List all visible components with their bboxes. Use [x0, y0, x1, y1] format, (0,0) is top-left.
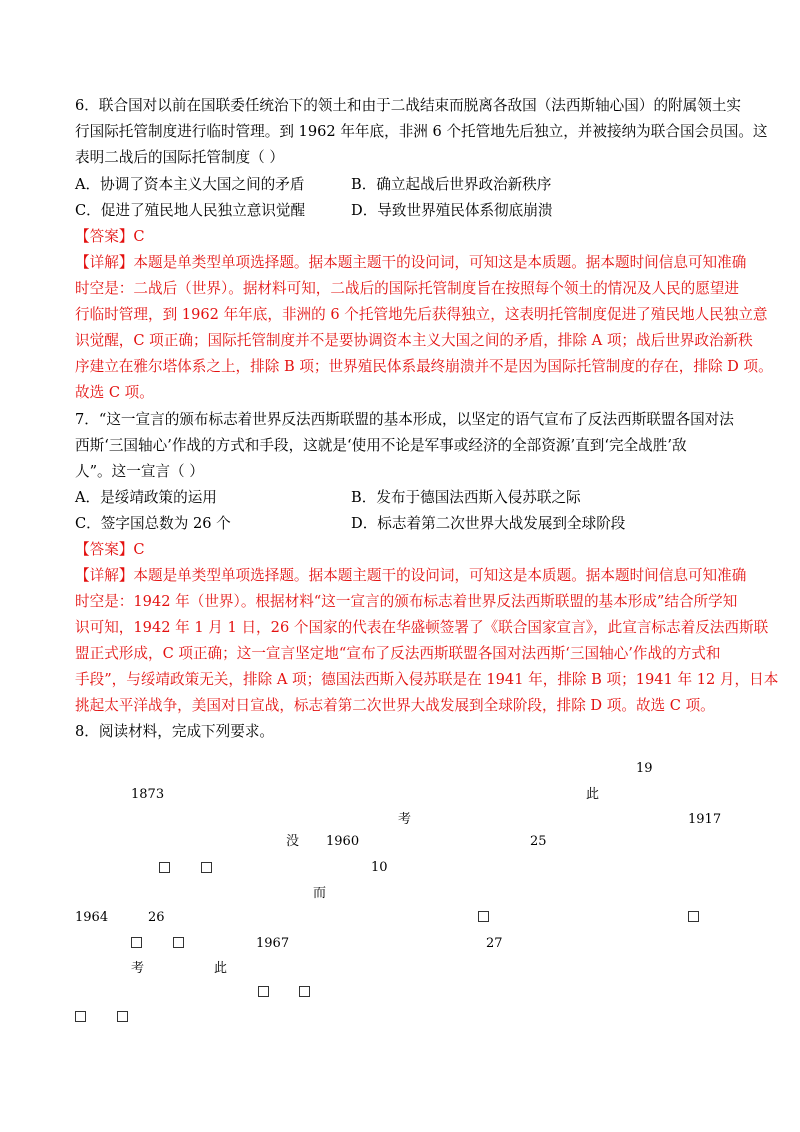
q8-fragment: 此	[214, 961, 228, 976]
q6-stem-line-2: 行国际托管制度进行临时管理。到 1962 年年底，非洲 6 个托管地先后独立，并被接纳为联合国会员国。这	[75, 123, 768, 140]
missing-glyph-box	[688, 911, 699, 922]
q7-explanation-line-1: 【详解】本题是单类型单项选择题。据本题主题干的设问词，可知这是本质题。据本题时间信息可知准确	[75, 567, 747, 584]
missing-glyph-box	[299, 986, 310, 997]
q8-fragment: 1967	[256, 936, 290, 951]
q6-option-b: B．确立起战后世界政治新秩序	[351, 176, 552, 193]
q6-stem-line-3: 表明二战后的国际托管制度（ ）	[75, 149, 284, 166]
q8-fragment: 1873	[131, 787, 165, 802]
q7-stem-line-1: 7．“这一宣言的颁布标志着世界反法西斯联盟的基本形成，以坚定的语气宣布了反法西斯联盟各国对法	[75, 411, 734, 428]
q8-fragment: 1960	[326, 834, 360, 849]
missing-glyph-box	[159, 862, 170, 873]
q7-explanation-line-4: 盟正式形成，C 项正确；这一宣言坚定地“宣布了反法西斯联盟各国对法西斯‘三国轴心’作战的方式和	[75, 645, 721, 662]
q7-stem-line-2: 西斯‘三国轴心’作战的方式和手段，这就是‘使用不论是军事或经济的全部资源’直到‘完全战胜’敌	[75, 437, 687, 454]
q6-explanation-line-6: 故选 C 项。	[75, 384, 154, 401]
missing-glyph-box	[117, 1011, 128, 1022]
missing-glyph-box	[131, 937, 142, 948]
q6-option-d: D．导致世界殖民体系彻底崩溃	[351, 202, 553, 219]
q7-explanation-line-6: 挑起太平洋战争，美国对日宣战，标志着第二次世界大战发展到全球阶段，排除 D 项。故选 C 项。	[75, 697, 715, 714]
q8-fragment: 1917	[688, 812, 722, 827]
missing-glyph-box	[75, 1011, 86, 1022]
q6-answer: 【答案】C	[75, 228, 145, 245]
q8-fragment: 1964	[75, 910, 109, 925]
q8-fragment: 考	[131, 961, 145, 976]
q7-explanation-line-5: 手段”，与绥靖政策无关，排除 A 项；德国法西斯入侵苏联是在 1941 年，排除 B 项；1941 年 12 月，日本	[75, 671, 779, 688]
q6-explanation-line-1: 【详解】本题是单类型单项选择题。据本题主题干的设问词，可知这是本质题。据本题时间信息可知准确	[75, 254, 747, 271]
missing-glyph-box	[201, 862, 212, 873]
q8-stem: 8．阅读材料，完成下列要求。	[75, 723, 275, 740]
q7-option-b: B．发布于德国法西斯入侵苏联之际	[351, 489, 581, 506]
q8-fragment: 没	[286, 834, 300, 849]
q8-fragment: 25	[530, 834, 547, 849]
q8-fragment: 此	[586, 787, 600, 802]
q6-explanation-line-4: 识觉醒，C 项正确；国际托管制度并不是要协调资本主义大国之间的矛盾，排除 A 项；战后世界政治新秩	[75, 332, 753, 349]
q7-option-d: D．标志着第二次世界大战发展到全球阶段	[351, 515, 626, 532]
q6-option-a: A．协调了资本主义大国之间的矛盾	[75, 176, 305, 193]
q8-fragment: 26	[148, 910, 165, 925]
q6-explanation-line-2: 时空是：二战后（世界）。据材料可知，二战后的国际托管制度旨在按照每个领土的情况及人民的愿望进	[75, 280, 740, 297]
q7-stem-line-3: 人”。这一宣言（ ）	[75, 463, 204, 480]
q7-option-a: A．是绥靖政策的运用	[75, 489, 217, 506]
q6-option-c: C．促进了殖民地人民独立意识觉醒	[75, 202, 306, 219]
q6-explanation-line-3: 行临时管理，到 1962 年年底，非洲的 6 个托管地先后获得独立，这表明托管制度促进了殖民地人民独立意	[75, 306, 768, 323]
q8-fragment: 27	[486, 936, 503, 951]
missing-glyph-box	[258, 986, 269, 997]
q8-fragment: 19	[636, 761, 653, 776]
q7-answer: 【答案】C	[75, 541, 145, 558]
missing-glyph-box	[478, 911, 489, 922]
q8-fragment: 考	[398, 812, 412, 827]
missing-glyph-box	[173, 937, 184, 948]
q6-stem-line-1: 6．联合国对以前在国联委任统治下的领土和由于二战结束而脱离各敌国（法西斯轴心国）的附属领土实	[75, 97, 742, 114]
q7-option-c: C．签字国总数为 26 个	[75, 515, 231, 532]
q7-explanation-line-2: 时空是：1942 年（世界）。根据材料“这一宣言的颁布标志着世界反法西斯联盟的基本形成”结合所学知	[75, 593, 738, 610]
q8-fragment: 10	[371, 860, 388, 875]
q6-explanation-line-5: 序建立在雅尔塔体系之上，排除 B 项；世界殖民体系最终崩溃并不是因为国际托管制度的存在，排除 D 项。	[75, 358, 773, 375]
q7-explanation-line-3: 识可知，1942 年 1 月 1 日，26 个国家的代表在华盛顿签署了《联合国家宣言》，此宣言标志着反法西斯联	[75, 619, 769, 636]
q8-fragment: 而	[313, 886, 327, 901]
